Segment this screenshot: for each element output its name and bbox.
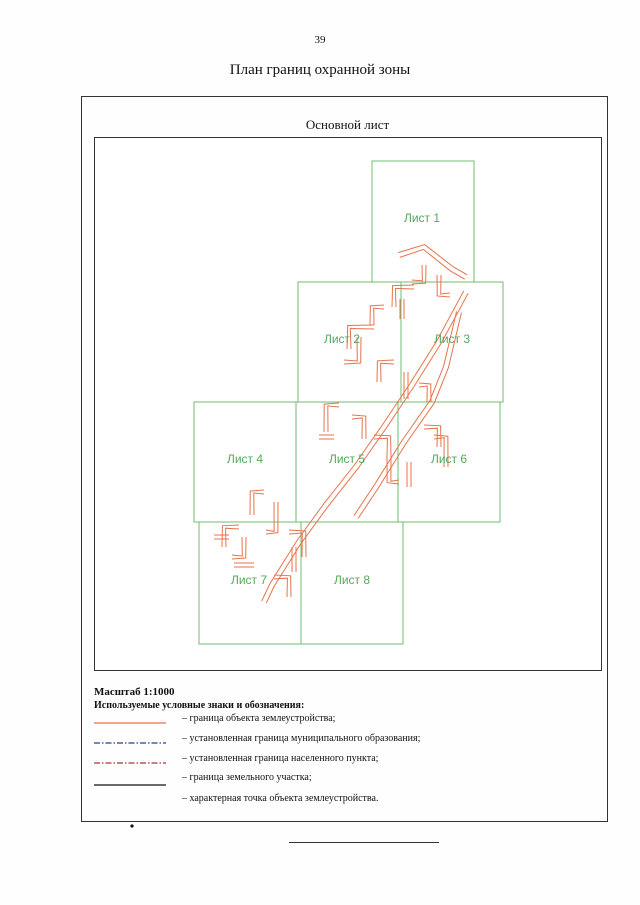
dash-dot-blue-line-symbol xyxy=(94,732,169,750)
zone-boundary-line xyxy=(381,363,394,382)
legend-item-object-boundary xyxy=(94,712,574,730)
zone-boundary-line xyxy=(232,537,242,556)
zone-boundary-line xyxy=(412,265,422,281)
signature-line xyxy=(289,842,439,843)
zone-boundary-line xyxy=(352,418,362,439)
zone-boundary-line xyxy=(412,265,426,284)
legend-item-characteristic-point xyxy=(94,792,574,810)
sheet-3-label: Лист 3 xyxy=(433,332,471,346)
zone-boundary-line xyxy=(374,308,384,325)
zone-boundary-line xyxy=(274,578,287,597)
sheet-5-label: Лист 5 xyxy=(328,452,366,466)
zone-boundary-line xyxy=(395,288,414,307)
page-number: 39 xyxy=(314,34,326,46)
zone-boundary-line xyxy=(424,428,437,447)
zone-boundary-line xyxy=(254,493,264,515)
solid-orange-line-symbol xyxy=(94,712,169,730)
zone-boundary-line xyxy=(400,249,465,279)
legend-text: – установленная граница населенного пункта; xyxy=(182,753,379,764)
sheet-labels xyxy=(227,211,470,587)
zone-boundary-line xyxy=(226,528,239,547)
legend-text: – характерная точка объекта землеустройства. xyxy=(182,793,379,804)
legend-text: – граница объекта землеустройства; xyxy=(182,713,336,724)
sheet-7-label: Лист 7 xyxy=(230,573,268,587)
zone-boundary-line xyxy=(398,245,467,275)
zone-boundary-line xyxy=(374,438,387,457)
page-title: План границ охранной зоны xyxy=(229,62,411,78)
legend-item-settlement-boundary xyxy=(94,752,574,770)
zone-boundary-line xyxy=(441,275,450,294)
zone-boundary-line xyxy=(328,406,339,432)
legend-item-municipal-boundary xyxy=(94,732,574,750)
zone-boundary-line xyxy=(324,403,339,432)
dash-dot-red-line-symbol xyxy=(94,752,169,770)
legend-text: – граница земельного участка; xyxy=(182,772,312,783)
zone-boundary-line xyxy=(266,502,278,534)
sheet-caption: Основной лист xyxy=(305,117,390,132)
solid-black-line-symbol xyxy=(94,771,169,789)
zone-boundary-line xyxy=(419,386,427,402)
legend-heading: Используемые условные знаки и обозначения: xyxy=(94,700,305,711)
sheet-index-map xyxy=(94,137,602,671)
black-dot-symbol xyxy=(94,792,169,832)
sheet-8-label: Лист 8 xyxy=(333,573,371,587)
legend-text: – установленная граница муниципального образования; xyxy=(182,733,421,744)
zone-boundary-line xyxy=(387,455,399,484)
protection-zone-boundary xyxy=(214,245,471,603)
sheet-4-label: Лист 4 xyxy=(226,452,264,466)
legend-item-land-plot-boundary xyxy=(94,771,574,789)
zone-boundary-line xyxy=(266,502,274,531)
sheet-1-label: Лист 1 xyxy=(403,211,441,225)
sheet-2-label: Лист 2 xyxy=(323,332,361,346)
sheet-6-label: Лист 6 xyxy=(430,452,468,466)
scale-label: Масштаб 1:1000 xyxy=(94,686,175,698)
sheet-grid xyxy=(194,161,503,644)
